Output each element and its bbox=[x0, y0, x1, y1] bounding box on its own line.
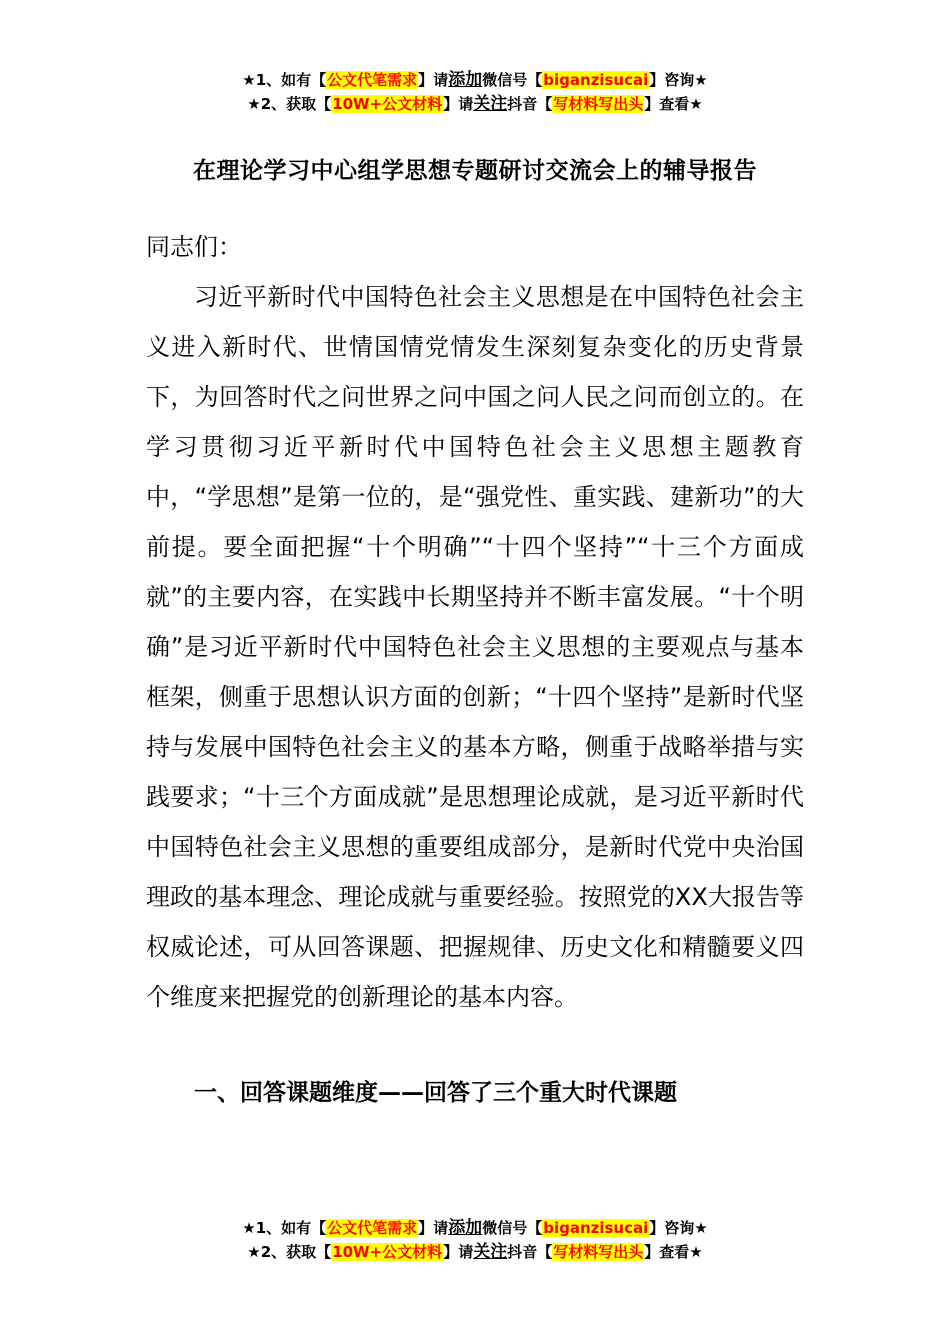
promo-text: ★2、获取【 bbox=[247, 95, 332, 113]
highlight-materials: 10W+公文材料 bbox=[332, 1243, 443, 1261]
highlight-service: 公文代笔需求 bbox=[327, 1219, 418, 1237]
promo-text: 抖音【 bbox=[507, 95, 553, 113]
bottom-promo-banner bbox=[0, 1216, 950, 1264]
promo-text: ★1、如有【 bbox=[242, 1219, 327, 1237]
promo-text: 】咨询★ bbox=[649, 1219, 708, 1237]
promo-text: 】请 bbox=[418, 1219, 449, 1237]
promo-underlined: 关注 bbox=[473, 1242, 508, 1262]
promo-underlined: 添加 bbox=[448, 70, 483, 90]
promo-text: ★1、如有【 bbox=[242, 71, 327, 89]
highlight-service: 公文代笔需求 bbox=[327, 71, 418, 89]
body-paragraph: 习近平新时代中国特色社会主义思想是在中国特色社会主义进入新时代、世情国情党情发生深刻复杂变化的历史背景下，为回答时代之问世界之问中国之问人民之问而创立的。在学习贯彻习近平新时代中国特色社会主义思想主题教育中，“学思想”是第一位的，是“强党性、重实践、建新功”的大前提。要全面把握“十个明确”“十四个坚持”“十三个方面成就”的主要内容，在实践中长期坚持并不断丰富发展。“十个明确”是习近平新时代中国特色社会主义思想的主要观点与基本框架，侧重于思想认识方面的创新；“十四个坚持”是新时代坚持与发展中国特色社会主义的基本方略，侧重于战略举措与实践要求；“十三个方面成就”是思想理论成就，是习近平新时代中国特色社会主义思想的重要组成部分，是新时代党中央治国理政的基本理念、理论成就与重要经验。按照党的XX大报告等权威论述，可从回答课题、把握规律、历史文化和精髓要义四个维度来把握党的创新理论的基本内容。 bbox=[146, 283, 804, 1011]
promo-text: 】咨询★ bbox=[649, 71, 708, 89]
promo-text: 】请 bbox=[443, 95, 474, 113]
promo-line-1 bbox=[0, 68, 950, 92]
promo-text: ★2、获取【 bbox=[247, 1243, 332, 1261]
highlight-douyin-account: 写材料写出头 bbox=[553, 95, 644, 113]
salutation: 同志们： bbox=[146, 233, 242, 261]
promo-text: 抖音【 bbox=[507, 1243, 553, 1261]
highlight-materials: 10W+公文材料 bbox=[332, 95, 443, 113]
highlight-douyin-account: 写材料写出头 bbox=[553, 1243, 644, 1261]
highlight-wechat-id: biganzisucai bbox=[543, 71, 649, 89]
promo-line-2 bbox=[0, 92, 950, 116]
promo-line-2 bbox=[0, 1240, 950, 1264]
promo-text: 微信号【 bbox=[482, 71, 543, 89]
top-promo-banner bbox=[0, 68, 950, 116]
promo-text: 】请 bbox=[418, 71, 449, 89]
promo-underlined: 关注 bbox=[473, 94, 508, 114]
promo-line-1 bbox=[0, 1216, 950, 1240]
promo-text: 】请 bbox=[443, 1243, 474, 1261]
promo-text: 】查看★ bbox=[644, 95, 703, 113]
promo-text: 微信号【 bbox=[482, 1219, 543, 1237]
promo-text: 】查看★ bbox=[644, 1243, 703, 1261]
promo-underlined: 添加 bbox=[448, 1218, 483, 1238]
document-title: 在理论学习中心组学思想专题研讨交流会上的辅导报告 bbox=[193, 158, 757, 184]
section-heading: 一、回答课题维度——回答了三个重大时代课题 bbox=[194, 1080, 677, 1106]
highlight-wechat-id: biganzisucai bbox=[543, 1219, 649, 1237]
